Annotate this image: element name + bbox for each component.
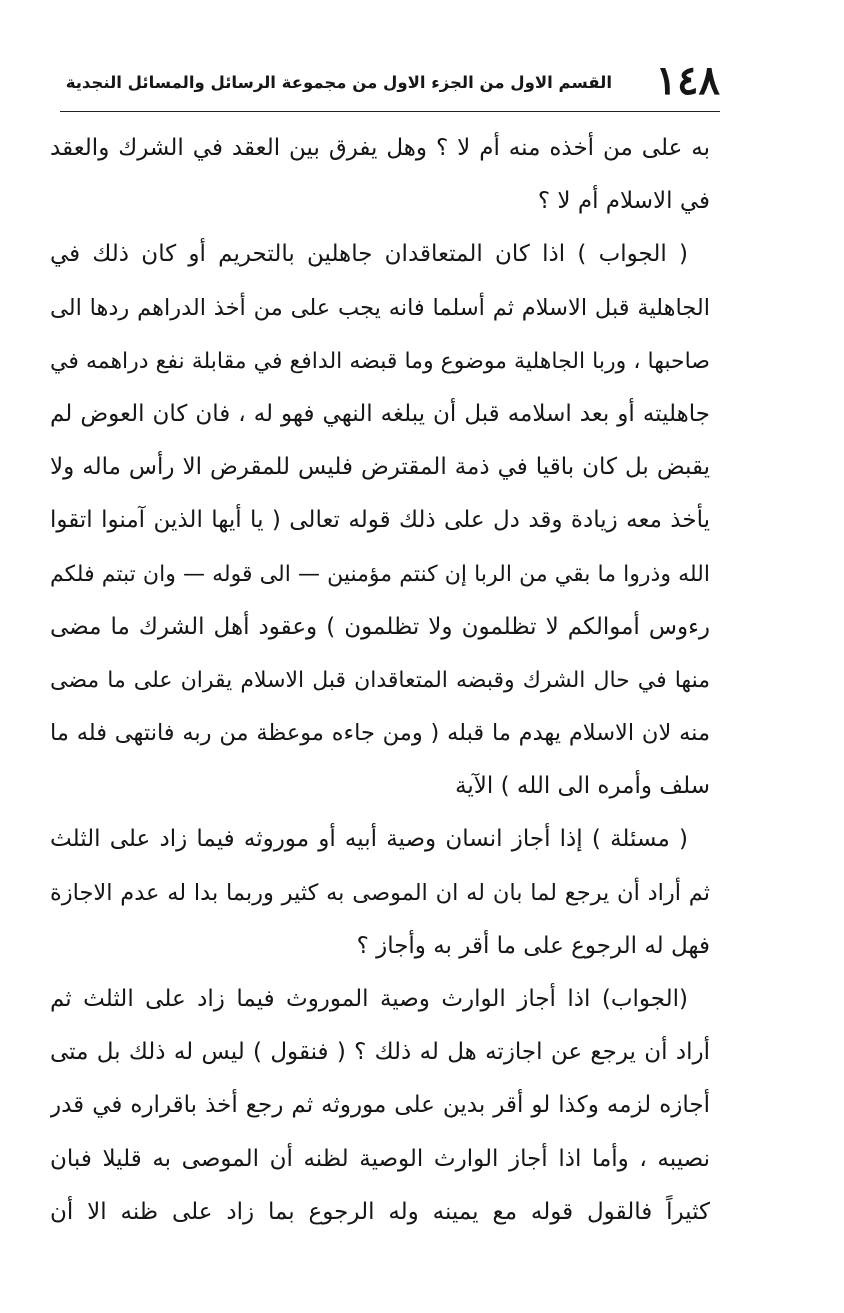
page-header xyxy=(60,56,720,106)
text-line: الله وذروا ما بقي من الربا إن كنتم مؤمنين — الى قوله — وان تبتم فلكم xyxy=(50,561,710,587)
header-divider xyxy=(60,111,720,112)
paragraph-answer-2 xyxy=(50,973,710,1239)
text-line: ( مسئلة ) إذا أجاز انسان وصية أبيه أو موروثه فيما زاد على الثلث xyxy=(50,826,688,853)
page-body xyxy=(50,122,710,1239)
text-line: كثيراً فالقول قوله مع يمينه وله الرجوع بما زاد على ظنه الا أن xyxy=(50,1198,710,1225)
paragraph-answer-1 xyxy=(50,228,710,813)
text-line: نصيبه ، وأما اذا أجاز الوارث الوصية لظنه أن الموصى به قليلا فبان xyxy=(50,1145,710,1172)
text-line: أجازه لزمه وكذا لو أقر بدين على موروثه ثم رجع أخذ باقراره في قدر xyxy=(50,1092,710,1119)
text-line: ثم أراد أن يرجع لما بان له ان الموصى به كثير وربما بدا له عدم الاجازة xyxy=(50,879,710,906)
text-line: جاهليته أو بعد اسلامه قبل أن يبلغه النهي فهو له ، فان كان العوض لم xyxy=(50,400,710,427)
text-line: يأخذ معه زيادة وقد دل على ذلك قوله تعالى ( يا أيها الذين آمنوا اتقوا xyxy=(50,507,710,534)
text-line: صاحبها ، وربا الجاهلية موضوع وما قبضه الدافع في مقابلة نفع دراهمه في xyxy=(50,348,710,374)
text-line: (الجواب) اذا أجاز الوارث وصية الموروث فيما زاد على الثلث ثم xyxy=(50,986,688,1012)
text-line: أراد أن يرجع عن اجازته هل له ذلك ؟ ( فنقول ) ليس له ذلك بل متى xyxy=(50,1039,710,1066)
paragraph-question-continued xyxy=(50,122,710,228)
text-line: سلف وأمره الى الله ) الآية xyxy=(455,773,710,800)
text-line: الجاهلية قبل الاسلام ثم أسلما فانه يجب على من أخذ الدراهم ردها الى xyxy=(50,294,710,321)
text-line: به على من أخذه منه أم لا ؟ وهل يفرق بين العقد في الشرك والعقد xyxy=(50,135,710,161)
text-line: ( الجواب ) اذا كان المتعاقدان جاهلين بالتحريم أو كان ذلك في xyxy=(50,241,688,268)
text-line: يقبض بل كان باقيا في ذمة المقترض فليس للمقرض الا رأس ماله ولا xyxy=(50,454,710,481)
text-line: منها في حال الشرك وقبضه المتعاقدان قبل الاسلام يقران على ما مضى xyxy=(50,667,710,693)
page-number: ١٤٨ xyxy=(655,57,720,104)
running-title: القسم الاول من الجزء الاول من مجموعة الرسائل والمسائل النجدية xyxy=(65,73,612,92)
paragraph-question-2 xyxy=(50,813,710,973)
text-line: رءوس أموالكم لا تظلمون ولا تظلمون ) وعقود أهل الشرك ما مضى xyxy=(50,613,710,640)
text-line: منه لان الاسلام يهدم ما قبله ( ومن جاءه موعظة من ربه فانتهى فله ما xyxy=(50,720,710,747)
text-line: فهل له الرجوع على ما أقر به وأجاز ؟ xyxy=(356,932,710,959)
text-line: في الاسلام أم لا ؟ xyxy=(537,188,710,215)
